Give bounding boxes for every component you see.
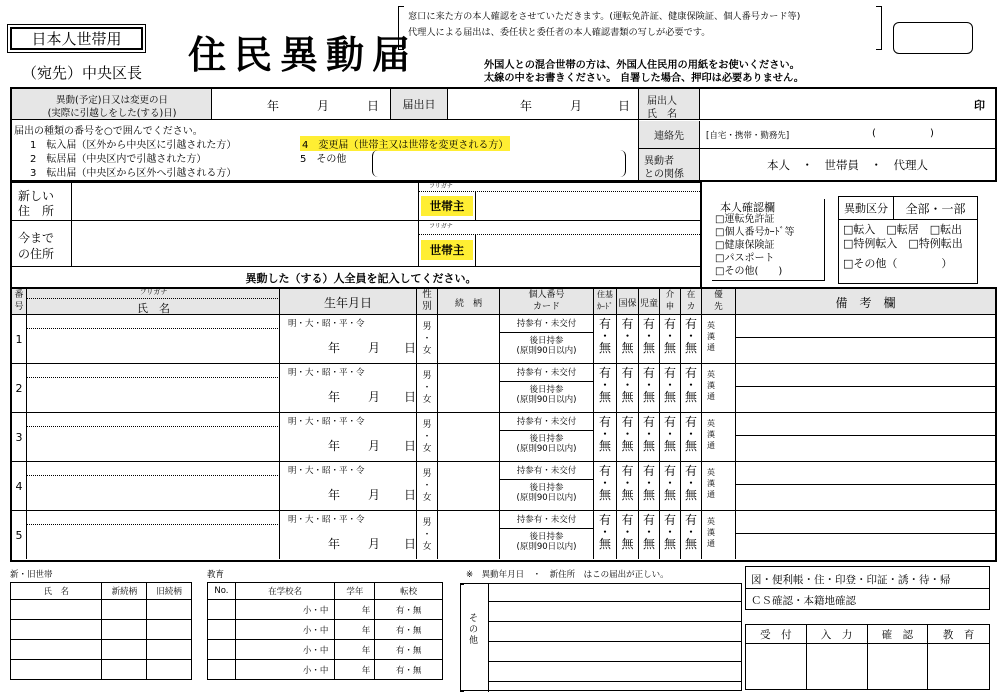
yn-juki[interactable]: 有 ・ 無 bbox=[594, 315, 617, 363]
person-birth-cell[interactable] bbox=[280, 462, 417, 510]
id-other[interactable]: □その他( ) bbox=[715, 266, 783, 277]
old-new-cell[interactable] bbox=[147, 600, 192, 620]
contact-label: 連絡先 bbox=[639, 121, 700, 149]
col-mynum: 個人番号 カード bbox=[500, 289, 594, 315]
yn-kaigo[interactable]: 有 ・ 無 bbox=[660, 364, 681, 412]
person-sex[interactable]: 男 ・ 女 bbox=[417, 413, 438, 461]
yn-juki[interactable]: 有 ・ 無 bbox=[594, 511, 617, 559]
yn-kokuho[interactable]: 有 ・ 無 bbox=[617, 413, 639, 461]
edu-school-level[interactable]: 小・中 bbox=[302, 626, 329, 636]
col-name-label: 氏 名 bbox=[137, 302, 170, 315]
edu-col-school: 在学校名 bbox=[235, 583, 334, 600]
kubun-value[interactable]: 全部・一部 bbox=[894, 196, 978, 220]
person-relation-input[interactable] bbox=[438, 511, 500, 559]
id-check-title: 本人確認欄 bbox=[720, 201, 775, 214]
filer-label-1: 届出人 bbox=[647, 96, 677, 107]
id-mynumber[interactable]: □個人番号ｶｰﾄﾞ等 bbox=[715, 227, 795, 238]
move-date-input[interactable] bbox=[212, 89, 390, 119]
person-card-cell[interactable] bbox=[500, 364, 594, 412]
person-remarks-input[interactable] bbox=[736, 413, 995, 461]
yn-jido[interactable]: 有 ・ 無 bbox=[639, 462, 660, 510]
other-input[interactable] bbox=[489, 584, 741, 692]
yn-zairyu[interactable]: 有 ・ 無 bbox=[681, 315, 702, 363]
era-options[interactable]: 明・大・昭・平・令 bbox=[288, 319, 365, 329]
yn-jido[interactable]: 有 ・ 無 bbox=[639, 413, 660, 461]
birth-month-label: 月 bbox=[368, 439, 381, 453]
edu-school-level[interactable]: 小・中 bbox=[302, 606, 329, 616]
edu-grade-cell[interactable]: 年 bbox=[335, 660, 375, 680]
old-new-col-name: 氏 名 bbox=[11, 583, 102, 600]
person-birth-cell[interactable] bbox=[280, 315, 417, 363]
edu-school-cell[interactable] bbox=[235, 600, 334, 620]
birth-day-label: 日 bbox=[404, 341, 417, 355]
col-birth: 生年月日 bbox=[280, 289, 417, 315]
kubun-label: 異動区分 bbox=[838, 196, 894, 220]
yn-juki[interactable]: 有 ・ 無 bbox=[594, 413, 617, 461]
filer-label bbox=[638, 89, 700, 119]
col-remarks: 備 考 欄 bbox=[835, 295, 896, 310]
yn-kaigo[interactable]: 有 ・ 無 bbox=[660, 315, 681, 363]
type-1[interactable]: 1 転入届（区外から中央区に引越された方） bbox=[30, 140, 237, 151]
id-license[interactable]: □運転免許証 bbox=[715, 214, 775, 225]
stamp-label-education: 教 育 bbox=[928, 625, 990, 644]
person-name-cell bbox=[27, 413, 280, 461]
stamp-cell-confirm[interactable] bbox=[867, 644, 928, 690]
person-name-cell bbox=[27, 364, 280, 412]
old-new-table bbox=[10, 582, 192, 680]
relation-label-2: との関係 bbox=[644, 169, 684, 180]
card-option-2-note: (原則90日以内) bbox=[516, 346, 577, 356]
edu-title: 教育 bbox=[207, 570, 225, 580]
yn-kaigo[interactable]: 有 ・ 無 bbox=[660, 413, 681, 461]
filing-date-label: 届出日 bbox=[390, 89, 448, 119]
birth-month-label: 月 bbox=[368, 390, 381, 404]
person-card-cell[interactable] bbox=[500, 413, 594, 461]
person-yusen[interactable]: 英 漢 通 bbox=[702, 462, 736, 510]
filing-day-label: 日 bbox=[618, 99, 631, 113]
filer-label-2: 氏 名 bbox=[647, 109, 677, 120]
edu-school-cell[interactable] bbox=[235, 660, 334, 680]
old-new-cell[interactable] bbox=[102, 660, 147, 680]
person-relation-input[interactable] bbox=[438, 462, 500, 510]
birth-day-label: 日 bbox=[404, 537, 417, 551]
old-address-input[interactable] bbox=[73, 221, 418, 266]
new-address-input[interactable] bbox=[73, 183, 418, 220]
person-name-input[interactable] bbox=[27, 526, 280, 559]
era-options[interactable]: 明・大・昭・平・令 bbox=[288, 368, 365, 378]
notice-bracket bbox=[398, 6, 882, 50]
notice-line-2: 代理人による届出は、委任状と委任者の本人確認書類の写しが必要です。 bbox=[408, 27, 711, 38]
col-yusen: 優 先 bbox=[702, 289, 736, 315]
yn-juki[interactable]: 有 ・ 無 bbox=[594, 462, 617, 510]
contact-input[interactable] bbox=[700, 121, 995, 149]
birth-year-label: 年 bbox=[328, 488, 341, 502]
move-date-label-cell bbox=[12, 89, 212, 119]
old-head-furigana[interactable] bbox=[419, 221, 700, 235]
contact-paren-left: ( bbox=[872, 128, 876, 139]
card-option-2[interactable]: 後日持参 bbox=[529, 483, 564, 493]
card-option-2[interactable]: 後日持参 bbox=[529, 532, 564, 542]
edu-no-cell[interactable] bbox=[208, 620, 236, 640]
era-options[interactable]: 明・大・昭・平・令 bbox=[288, 417, 365, 427]
fill-instruction: 太線の中をお書きください。 自署した場合、押印は必要ありません。 bbox=[484, 73, 804, 84]
stamp-cell-reception[interactable] bbox=[746, 644, 807, 690]
stamps-table bbox=[745, 624, 990, 690]
relation-label bbox=[639, 149, 700, 180]
birth-year-label: 年 bbox=[328, 439, 341, 453]
old-new-col-old: 旧続柄 bbox=[147, 583, 192, 600]
stamp-label-reception: 受 付 bbox=[746, 625, 807, 644]
yn-juki[interactable]: 有 ・ 無 bbox=[594, 364, 617, 412]
card-option-2[interactable]: 後日持参 bbox=[529, 385, 564, 395]
person-row bbox=[12, 462, 995, 511]
person-remarks-input[interactable] bbox=[736, 462, 995, 510]
old-new-cell[interactable] bbox=[11, 660, 102, 680]
edu-school-cell[interactable] bbox=[235, 640, 334, 660]
person-birth-cell[interactable] bbox=[280, 511, 417, 559]
stamp-cell-input[interactable] bbox=[806, 644, 867, 690]
card-option-1[interactable]: 持参有・未交付 bbox=[500, 462, 593, 480]
move-date-sublabel: (実際に引越しをした(する)日) bbox=[47, 108, 177, 119]
new-address-label-1: 新しい bbox=[18, 189, 55, 203]
era-options[interactable]: 明・大・昭・平・令 bbox=[288, 515, 365, 525]
person-name-cell bbox=[27, 462, 280, 510]
birth-month-label: 月 bbox=[368, 341, 381, 355]
mixed-household-notice: 外国人との混合世帯の方は、外国人住民用の用紙をお使いください。 bbox=[484, 60, 800, 71]
yn-kokuho[interactable]: 有 ・ 無 bbox=[617, 315, 639, 363]
birth-month-label: 月 bbox=[368, 488, 381, 502]
edu-grade-cell[interactable]: 年 bbox=[335, 640, 375, 660]
person-furigana-input[interactable] bbox=[27, 413, 280, 427]
form-title: 住民異動届 bbox=[188, 33, 419, 77]
col-kokuho: 国保 bbox=[617, 289, 639, 315]
type-instruction: 届出の種類の番号を○で囲んでください。 bbox=[14, 126, 203, 137]
type-5[interactable]: 5 その他 bbox=[300, 154, 347, 165]
id-passport[interactable]: □パスポート bbox=[715, 253, 775, 264]
stamp-label-confirm: 確 認 bbox=[867, 625, 928, 644]
old-new-cell[interactable] bbox=[102, 600, 147, 620]
old-new-cell[interactable] bbox=[11, 640, 102, 660]
person-no: 2 bbox=[12, 364, 27, 412]
seal-mark: 印 bbox=[974, 99, 985, 112]
person-remarks-input[interactable] bbox=[736, 364, 995, 412]
filing-type-area bbox=[12, 121, 638, 180]
person-no: 4 bbox=[12, 462, 27, 510]
person-furigana-input[interactable] bbox=[27, 511, 280, 525]
new-head-label: 世帯主 bbox=[421, 196, 473, 216]
kubun-row-2[interactable]: □特例転入 □特例転出 bbox=[843, 237, 963, 250]
furigana-label: フリガナ bbox=[429, 223, 453, 230]
birth-day-label: 日 bbox=[404, 390, 417, 404]
birth-year-label: 年 bbox=[328, 341, 341, 355]
old-address-label-2: の住所 bbox=[18, 247, 55, 261]
move-month-label: 月 bbox=[317, 99, 330, 113]
filer-name-input[interactable] bbox=[700, 89, 995, 119]
move-day-label: 日 bbox=[367, 99, 380, 113]
edu-no-cell[interactable] bbox=[208, 600, 236, 620]
col-name-furigana: フリガナ bbox=[139, 288, 168, 296]
move-date-label: 異動(予定)日又は変更の日 bbox=[56, 95, 168, 106]
new-address-label-2: 住 所 bbox=[18, 204, 55, 218]
filing-year-label: 年 bbox=[520, 99, 533, 113]
person-furigana-input[interactable] bbox=[27, 315, 280, 329]
person-name-input[interactable] bbox=[27, 379, 280, 412]
person-name-cell bbox=[27, 511, 280, 559]
old-new-cell[interactable] bbox=[147, 640, 192, 660]
card-option-2-note: (原則90日以内) bbox=[516, 542, 577, 552]
person-sex[interactable]: 男 ・ 女 bbox=[417, 511, 438, 559]
office-line-1: 図・便利帳・住・印登・印証・誘・待・帰 bbox=[751, 574, 951, 586]
person-name-input[interactable] bbox=[27, 477, 280, 510]
col-jido: 児童 bbox=[639, 289, 660, 315]
relation-label-1: 異動者 bbox=[644, 156, 674, 167]
office-box bbox=[745, 566, 990, 610]
col-name bbox=[27, 289, 280, 315]
person-no: 1 bbox=[12, 315, 27, 363]
persons-instruction: 異動した（する）人全員を記入してください。 bbox=[245, 271, 477, 285]
yn-kokuho[interactable]: 有 ・ 無 bbox=[617, 364, 639, 412]
old-new-title: 新・旧世帯 bbox=[10, 570, 53, 580]
other-label: そ の 他 bbox=[469, 614, 479, 646]
person-relation-input[interactable] bbox=[438, 364, 500, 412]
id-check-box bbox=[712, 199, 825, 281]
edu-transfer-cell[interactable]: 有・無 bbox=[375, 620, 443, 640]
col-kaigo: 介 申 bbox=[660, 289, 681, 315]
edu-col-no: No. bbox=[208, 583, 236, 600]
person-furigana-input[interactable] bbox=[27, 364, 280, 378]
old-new-col-new: 新続柄 bbox=[102, 583, 147, 600]
person-no: 3 bbox=[12, 413, 27, 461]
old-address-label bbox=[12, 221, 72, 266]
office-line-2: ＣＳ確認・本籍地確認 bbox=[751, 595, 856, 607]
card-option-2-note: (原則90日以内) bbox=[516, 444, 577, 454]
type-3[interactable]: 3 転出届（中央区から区外へ引越される方） bbox=[30, 168, 237, 179]
person-card-cell[interactable] bbox=[500, 511, 594, 559]
person-card-cell[interactable] bbox=[500, 315, 594, 363]
person-relation-input[interactable] bbox=[438, 413, 500, 461]
person-yusen[interactable]: 英 漢 通 bbox=[702, 413, 736, 461]
type-4[interactable]: 4 変更届（世帯主又は世帯を変更される方） bbox=[300, 136, 510, 151]
col-sex: 性 別 bbox=[417, 289, 438, 315]
card-option-1[interactable]: 持参有・未交付 bbox=[500, 364, 593, 382]
birth-year-label: 年 bbox=[328, 537, 341, 551]
person-sex[interactable]: 男 ・ 女 bbox=[417, 462, 438, 510]
person-name-input[interactable] bbox=[27, 428, 280, 461]
old-new-cell[interactable] bbox=[147, 620, 192, 640]
id-check-items[interactable] bbox=[715, 213, 794, 278]
edu-transfer-cell[interactable]: 有・無 bbox=[375, 640, 443, 660]
edu-no-cell[interactable] bbox=[208, 640, 236, 660]
person-sex[interactable]: 男 ・ 女 bbox=[417, 315, 438, 363]
edu-table bbox=[207, 582, 443, 680]
card-option-1[interactable]: 持参有・未交付 bbox=[500, 511, 593, 529]
person-yusen[interactable]: 英 漢 通 bbox=[702, 315, 736, 363]
old-new-cell[interactable] bbox=[102, 620, 147, 640]
col-zairyu: 在 カ bbox=[681, 289, 702, 315]
person-no: 5 bbox=[12, 511, 27, 559]
stamp-cell-education[interactable] bbox=[928, 644, 990, 690]
card-option-2-note: (原則90日以内) bbox=[516, 395, 577, 405]
person-name-input[interactable] bbox=[27, 330, 280, 363]
person-card-cell[interactable] bbox=[500, 462, 594, 510]
row-divider bbox=[12, 119, 995, 120]
yn-jido[interactable]: 有 ・ 無 bbox=[639, 315, 660, 363]
yn-jido[interactable]: 有 ・ 無 bbox=[639, 364, 660, 412]
kubun-row-3[interactable]: □その他（ ） bbox=[843, 257, 953, 270]
old-new-cell[interactable] bbox=[11, 620, 102, 640]
person-birth-cell[interactable] bbox=[280, 364, 417, 412]
yn-jido[interactable]: 有 ・ 無 bbox=[639, 511, 660, 559]
person-yusen[interactable]: 英 漢 通 bbox=[702, 511, 736, 559]
edu-school-level[interactable]: 小・中 bbox=[302, 646, 329, 656]
card-option-2[interactable]: 後日持参 bbox=[529, 336, 564, 346]
kubun-row-1[interactable]: □転入 □転居 □転出 bbox=[843, 223, 963, 236]
filing-date-input[interactable] bbox=[448, 89, 638, 119]
new-head-input[interactable] bbox=[476, 194, 700, 219]
edu-grade-cell[interactable]: 年 bbox=[335, 600, 375, 620]
notice-line-1: 窓口に来た方の本人確認をさせていただきます。(運転免許証、健康保険証、個人番号カード等) bbox=[408, 11, 801, 22]
relation-options[interactable]: 本人 ・ 世帯員 ・ 代理人 bbox=[767, 157, 928, 172]
edu-school-level[interactable]: 小・中 bbox=[302, 666, 329, 676]
yn-kokuho[interactable]: 有 ・ 無 bbox=[617, 511, 639, 559]
edu-transfer-cell[interactable]: 有・無 bbox=[375, 600, 443, 620]
card-option-1[interactable]: 持参有・未交付 bbox=[500, 413, 593, 431]
edu-col-grade: 学年 bbox=[335, 583, 375, 600]
person-row bbox=[12, 315, 995, 364]
edu-col-transfer: 転校 bbox=[375, 583, 443, 600]
old-new-cell[interactable] bbox=[102, 640, 147, 660]
id-insurance[interactable]: □健康保険証 bbox=[715, 240, 775, 251]
edu-school-cell[interactable] bbox=[235, 620, 334, 640]
other-box bbox=[460, 583, 742, 691]
household-type-box: 日本人世帯用 bbox=[10, 27, 143, 50]
yn-kaigo[interactable]: 有 ・ 無 bbox=[660, 511, 681, 559]
old-address-label-1: 今まで bbox=[18, 231, 55, 245]
contact-types: [自宅・携帯・勤務先] bbox=[706, 131, 790, 141]
birth-month-label: 月 bbox=[368, 537, 381, 551]
card-option-2[interactable]: 後日持参 bbox=[529, 434, 564, 444]
person-row bbox=[12, 511, 995, 560]
birth-day-label: 日 bbox=[404, 488, 417, 502]
era-options[interactable]: 明・大・昭・平・令 bbox=[288, 466, 365, 476]
yn-kaigo[interactable]: 有 ・ 無 bbox=[660, 462, 681, 510]
old-head-input[interactable] bbox=[476, 237, 700, 265]
old-new-cell[interactable] bbox=[147, 660, 192, 680]
stamp-box[interactable] bbox=[893, 22, 973, 54]
person-furigana-input[interactable] bbox=[27, 462, 280, 476]
stamp-label-input: 入 力 bbox=[806, 625, 867, 644]
edu-grade-cell[interactable]: 年 bbox=[335, 620, 375, 640]
person-remarks-input[interactable] bbox=[736, 511, 995, 559]
move-year-label: 年 bbox=[267, 99, 280, 113]
person-row bbox=[12, 364, 995, 413]
contact-paren-right: ) bbox=[930, 128, 934, 139]
yn-zairyu[interactable]: 有 ・ 無 bbox=[681, 511, 702, 559]
kubun-options[interactable] bbox=[838, 220, 978, 284]
person-remarks-input[interactable] bbox=[736, 315, 995, 363]
edu-no-cell[interactable] bbox=[208, 660, 236, 680]
yn-zairyu[interactable]: 有 ・ 無 bbox=[681, 413, 702, 461]
type-other-input[interactable] bbox=[372, 150, 626, 177]
card-option-2-note: (原則90日以内) bbox=[516, 493, 577, 503]
old-new-cell[interactable] bbox=[11, 600, 102, 620]
addressee: （宛先）中央区長 bbox=[22, 64, 143, 82]
row-divider bbox=[12, 266, 700, 267]
person-sex[interactable]: 男 ・ 女 bbox=[417, 364, 438, 412]
furigana-label: フリガナ bbox=[429, 183, 453, 190]
new-address-label bbox=[12, 183, 72, 220]
new-head-furigana[interactable] bbox=[419, 183, 700, 192]
person-name-cell bbox=[27, 315, 280, 363]
card-option-1[interactable]: 持参有・未交付 bbox=[500, 315, 593, 333]
person-row bbox=[12, 413, 995, 462]
filing-month-label: 月 bbox=[570, 99, 583, 113]
other-note: ※ 異動年月日 ・ 新住所 はこの届出が正しい。 bbox=[466, 570, 669, 580]
old-head-label: 世帯主 bbox=[421, 240, 473, 260]
type-2[interactable]: 2 転居届（中央区内で引越された方） bbox=[30, 154, 207, 165]
yn-zairyu[interactable]: 有 ・ 無 bbox=[681, 364, 702, 412]
birth-day-label: 日 bbox=[404, 439, 417, 453]
yn-kokuho[interactable]: 有 ・ 無 bbox=[617, 462, 639, 510]
col-juki: 住基 ｶｰﾄﾞ bbox=[594, 289, 617, 315]
person-relation-input[interactable] bbox=[438, 315, 500, 363]
yn-zairyu[interactable]: 有 ・ 無 bbox=[681, 462, 702, 510]
person-yusen[interactable]: 英 漢 通 bbox=[702, 364, 736, 412]
col-relation: 続 柄 bbox=[438, 289, 500, 315]
person-birth-cell[interactable] bbox=[280, 413, 417, 461]
col-no: 番 号 bbox=[12, 289, 27, 315]
edu-transfer-cell[interactable]: 有・無 bbox=[375, 660, 443, 680]
birth-year-label: 年 bbox=[328, 390, 341, 404]
